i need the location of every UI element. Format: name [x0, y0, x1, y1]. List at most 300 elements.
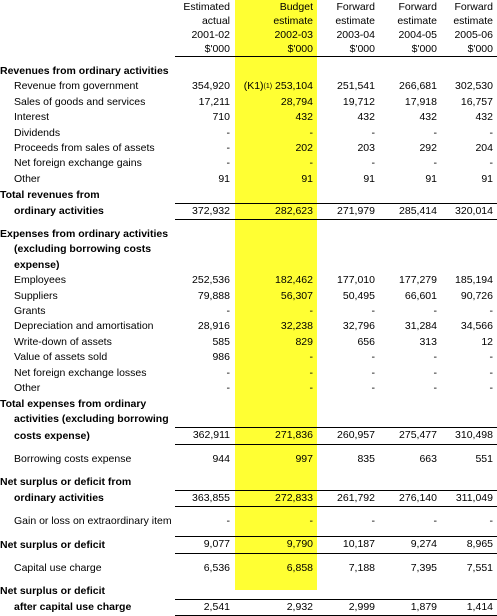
cell-c4: 31,284: [404, 320, 437, 333]
cell-c3: -: [371, 351, 375, 364]
cell-c4: 66,601: [404, 289, 437, 302]
cell-c1: 252,536: [192, 274, 230, 287]
cell-c1: [175, 220, 233, 228]
cell-c4: [379, 187, 441, 203]
revenue-row: [0, 126, 497, 141]
cell-c5: [441, 64, 497, 79]
cell-c3: [317, 529, 379, 537]
borrowing-row: [0, 452, 497, 467]
cell-c4: -: [433, 366, 437, 379]
cell-c5: [441, 474, 497, 490]
cell-c4: -: [433, 126, 437, 139]
cell-c4: [379, 57, 441, 65]
cell-c2: [233, 529, 317, 537]
cell-c3: [317, 227, 379, 242]
total-expenses-row: [0, 428, 497, 444]
net-after-row: [0, 599, 497, 615]
cell-c1: 986: [212, 351, 230, 364]
header-c2: 2002-03: [274, 29, 313, 41]
cell-c3: 656: [357, 335, 375, 348]
cell-c5: 551: [475, 452, 493, 465]
cell-c3: -: [371, 305, 375, 318]
cell-c4: 275,477: [379, 428, 441, 444]
cell-c3: [317, 467, 379, 474]
cell-c5: [441, 397, 497, 412]
cell-c2: [233, 467, 317, 474]
expense-row: [0, 304, 497, 319]
cell-c4: [379, 553, 441, 561]
cell-c1: [175, 412, 233, 428]
cell-c4: [379, 397, 441, 412]
cell-c3: 261,792: [317, 490, 379, 506]
cell-c3: 177,010: [337, 274, 375, 287]
cell-c2: 202: [295, 142, 313, 155]
cell-c4: 313: [419, 335, 437, 348]
row-label: ordinary activities: [14, 205, 104, 218]
cell-c2: 2,932: [233, 599, 317, 615]
cell-c5: 320,014: [441, 203, 497, 219]
cell-c2: 91: [301, 172, 313, 185]
cell-c4: 7,395: [410, 561, 437, 574]
row-label: Capital use charge: [14, 561, 102, 574]
revenue-note-sup: (1): [263, 83, 273, 91]
cell-c1: 91: [218, 172, 230, 185]
section-title: [0, 227, 497, 242]
cell-c4: 432: [419, 111, 437, 124]
row-label: Write-down of assets: [14, 335, 112, 348]
header-c1: 2001-02: [191, 29, 230, 41]
row-label: [0, 529, 175, 537]
row-label: Other: [14, 382, 41, 395]
cell-c4: 9,274: [379, 537, 441, 553]
cell-c1: [175, 242, 233, 257]
cell-c5: 432: [475, 111, 493, 124]
cell-c4: -: [433, 157, 437, 170]
cell-c2: [233, 553, 317, 561]
spacer: [0, 57, 497, 65]
cell-c1: [175, 467, 233, 474]
cell-c4: [379, 444, 441, 452]
cell-c2: 182,462: [275, 274, 313, 287]
cell-c5: -: [489, 351, 493, 364]
cell-c3: 251,541: [337, 80, 375, 93]
row-label: Net surplus or deficit from: [0, 475, 132, 488]
cell-c3: [317, 583, 379, 599]
cell-c5: 90,726: [460, 289, 493, 302]
row-label: Total expenses from ordinary: [0, 397, 147, 410]
spacer: [0, 467, 497, 474]
cell-c1: 28,916: [197, 320, 230, 333]
header-row: [0, 42, 497, 57]
cell-c5: [441, 57, 497, 65]
row-label: Net foreign exchange losses: [14, 366, 147, 379]
cell-c2: [233, 227, 317, 242]
cell-c3: [317, 57, 379, 65]
cell-c4: [379, 474, 441, 490]
cell-c5: 204: [475, 142, 493, 155]
row-label: Dividends: [14, 126, 61, 139]
cell-c1: -: [226, 305, 230, 318]
row-label: [0, 57, 175, 65]
cell-c5: 185,194: [455, 274, 493, 287]
cell-c1: [175, 553, 233, 561]
cell-c2: [233, 583, 317, 599]
cell-c1: -: [226, 382, 230, 395]
cell-c3: -: [371, 514, 375, 527]
expenses-title: (excluding borrowing costs: [14, 243, 152, 256]
header-c1: $'000: [175, 42, 233, 57]
net-surplus-row: [0, 537, 497, 553]
header-c2: $'000: [233, 42, 317, 57]
cell-c3: 432: [357, 111, 375, 124]
cell-c2: -: [309, 514, 313, 527]
cell-c5: 34,566: [460, 320, 493, 333]
cell-c5: [441, 220, 497, 228]
header-c4: 2004-05: [398, 29, 437, 41]
cell-c3: [317, 258, 379, 273]
total-label-row: [0, 187, 497, 203]
cell-c3: [317, 242, 379, 257]
header-c5: 2005-06: [454, 29, 493, 41]
cell-c1: -: [226, 366, 230, 379]
row-label: [0, 444, 175, 452]
cell-c1: 79,888: [197, 289, 230, 302]
row-label: [0, 220, 175, 228]
cell-c4: [379, 529, 441, 537]
cell-c5: -: [489, 305, 493, 318]
header-c4: Forward: [398, 1, 437, 13]
cell-c1: 944: [212, 452, 230, 465]
cell-c5: [441, 506, 497, 514]
cell-c5: -: [489, 382, 493, 395]
cell-c5: [441, 242, 497, 257]
cell-c4: 177,279: [399, 274, 437, 287]
expense-row: [0, 289, 497, 304]
row-label: Interest: [14, 111, 50, 124]
row-label: Value of assets sold: [14, 351, 108, 364]
revenue-row: [0, 172, 497, 187]
revenue-row: [0, 110, 497, 125]
cell-c4: 266,681: [399, 80, 437, 93]
cell-c4: 1,879: [379, 599, 441, 615]
cell-c3: 10,187: [317, 537, 379, 553]
cell-c2: 9,790: [233, 537, 317, 553]
cell-c5: [441, 412, 497, 428]
cell-c2: -: [309, 351, 313, 364]
expense-row: [0, 273, 497, 288]
cell-c4: [379, 220, 441, 228]
row-label: costs expense): [14, 429, 90, 442]
cell-c2: 432: [295, 111, 313, 124]
cell-c4: 292: [419, 142, 437, 155]
row-label: Other: [14, 172, 41, 185]
cell-c2: -: [309, 157, 313, 170]
cell-c4: 17,918: [404, 95, 437, 108]
cell-c4: [379, 576, 441, 583]
row-label: Net surplus or deficit: [0, 538, 106, 551]
cell-c5: [441, 444, 497, 452]
cell-c2: 56,307: [280, 289, 313, 302]
cell-c1: [175, 64, 233, 79]
cell-c1: -: [226, 514, 230, 527]
header-blank: [0, 42, 175, 57]
cell-c3: 19,712: [342, 95, 375, 108]
cell-c2: -: [309, 305, 313, 318]
cell-c1: [175, 506, 233, 514]
cell-c4: [379, 467, 441, 474]
header-row: [0, 28, 497, 42]
header-row: [0, 0, 497, 14]
cell-c5: [441, 467, 497, 474]
cell-c2: 28,794: [280, 95, 313, 108]
cell-c2: [233, 576, 317, 583]
row-label: [0, 467, 175, 474]
cell-c5: [441, 576, 497, 583]
cell-c2: [233, 64, 317, 79]
cell-c1: [175, 583, 233, 599]
cell-c3: 260,957: [317, 428, 379, 444]
row-label: Net surplus or deficit: [0, 584, 106, 597]
row-label: Borrowing costs expense: [14, 452, 132, 465]
cell-c1: -: [226, 157, 230, 170]
row-label: Proceeds from sales of assets: [14, 142, 155, 155]
cell-c1: 362,911: [175, 428, 233, 444]
cell-c3: 271,979: [317, 203, 379, 219]
header-c3: Forward: [336, 1, 375, 13]
header-c3: estimate: [335, 15, 375, 27]
cell-c1: [175, 187, 233, 203]
cell-c3: [317, 397, 379, 412]
cell-c1: [175, 57, 233, 65]
cell-c3: 32,796: [342, 320, 375, 333]
row-label: Grants: [14, 305, 46, 318]
cell-c4: [379, 583, 441, 599]
cell-c5: [441, 258, 497, 273]
row-label: [0, 506, 175, 514]
cell-c3: 50,495: [342, 289, 375, 302]
header-c3: $'000: [317, 42, 379, 57]
cell-c5: [441, 227, 497, 242]
extraordinary-row: [0, 514, 497, 529]
cell-c1: -: [226, 126, 230, 139]
cell-c3: [317, 576, 379, 583]
cell-c3: -: [371, 157, 375, 170]
header-blank: [0, 28, 175, 42]
cell-c4: [379, 242, 441, 257]
capital-charge-row: [0, 561, 497, 576]
header-row: [0, 14, 497, 28]
spacer: [0, 444, 497, 452]
cell-c5: 310,498: [441, 428, 497, 444]
cell-c3: [317, 64, 379, 79]
cell-c5: 302,530: [455, 80, 493, 93]
expense-row: [0, 319, 497, 334]
cell-c1: 363,855: [175, 490, 233, 506]
cell-c2: [233, 474, 317, 490]
cell-c3: 203: [357, 142, 375, 155]
total-label-row: [0, 412, 497, 428]
header-c5: estimate: [453, 15, 493, 27]
revenue-note: (K1): [243, 80, 264, 93]
cell-c2: 829: [295, 335, 313, 348]
spacer: [0, 553, 497, 561]
cell-c4: [379, 258, 441, 273]
cell-c3: 7,188: [348, 561, 375, 574]
expenses-title: Expenses from ordinary activities: [0, 228, 169, 241]
cell-c2: 32,238: [280, 320, 313, 333]
cell-c1: [175, 258, 233, 273]
cell-c1: [175, 474, 233, 490]
expense-row: [0, 335, 497, 350]
cell-c5: 7,551: [466, 561, 493, 574]
cell-c2: 272,833: [233, 490, 317, 506]
row-label: ordinary activities: [14, 492, 104, 505]
cell-c5: 311,049: [441, 490, 497, 506]
spacer: [0, 220, 497, 228]
cell-c5: 1,414: [441, 599, 497, 615]
revenue-row: [0, 79, 497, 94]
cell-c2: 271,836: [233, 428, 317, 444]
header-blank: [0, 14, 175, 28]
cell-c5: [441, 187, 497, 203]
cell-c1: 6,536: [203, 561, 230, 574]
section-title: [0, 258, 497, 273]
cell-c1: 372,932: [175, 203, 233, 219]
revenues-title: Revenues from ordinary activities: [0, 65, 169, 77]
cell-c5: 8,965: [441, 537, 497, 553]
revenue-value: 253,104: [275, 80, 313, 93]
header-c1: actual: [201, 15, 230, 27]
cell-c1: [175, 227, 233, 242]
cell-c2: [233, 444, 317, 452]
cell-c5: 12: [481, 335, 493, 348]
cell-c3: [317, 506, 379, 514]
cell-c5: [441, 583, 497, 599]
cell-c2: 997: [295, 452, 313, 465]
cell-c1: [175, 444, 233, 452]
row-label: activities (excluding borrowing: [14, 413, 169, 426]
header-c5: $'000: [441, 42, 497, 57]
cell-c2: -: [309, 382, 313, 395]
total-label-row: [0, 397, 497, 412]
section-title: [0, 64, 497, 79]
row-label: Total revenues from: [0, 188, 100, 201]
revenue-row: [0, 95, 497, 110]
cell-c4: 276,140: [379, 490, 441, 506]
cell-c1: [175, 397, 233, 412]
row-label: [0, 553, 175, 561]
row-label: Gain or loss on extraordinary item: [14, 514, 172, 527]
cell-c4: 663: [419, 452, 437, 465]
cell-c4: 285,414: [379, 203, 441, 219]
cell-c3: 91: [363, 172, 375, 185]
cell-c5: -: [489, 126, 493, 139]
cell-c2: [233, 57, 317, 65]
header-c3: 2003-04: [336, 29, 375, 41]
row-label: Revenue from government: [14, 80, 139, 93]
cell-c4: [379, 412, 441, 428]
expense-row: [0, 350, 497, 365]
cell-c4: -: [433, 382, 437, 395]
cell-c1: -: [226, 142, 230, 155]
row-label: Sales of goods and services: [14, 95, 146, 108]
cell-c4: [379, 64, 441, 79]
cell-c3: [317, 220, 379, 228]
cell-c2: [233, 397, 317, 412]
cell-c5: [441, 553, 497, 561]
header-c5: Forward: [454, 1, 493, 13]
expense-row: [0, 381, 497, 396]
header-c4: $'000: [379, 42, 441, 57]
cell-c3: [317, 474, 379, 490]
header-blank: [0, 0, 175, 14]
cell-c5: -: [489, 157, 493, 170]
cell-c1: 17,211: [198, 95, 230, 108]
row-label: Suppliers: [14, 289, 58, 302]
revenue-row: [0, 156, 497, 171]
cell-c2: [233, 242, 317, 257]
cell-c5: [441, 529, 497, 537]
cell-c4: 91: [425, 172, 437, 185]
cell-c2: [233, 187, 317, 203]
cell-c4: -: [433, 351, 437, 364]
spacer: [0, 529, 497, 537]
cell-c4: [379, 227, 441, 242]
header-c2: Budget: [279, 1, 313, 13]
cell-c2: 282,623: [233, 203, 317, 219]
header-c4: estimate: [397, 15, 437, 27]
cell-c1: 9,077: [175, 537, 233, 553]
cell-c2: [233, 258, 317, 273]
total-label-row: [0, 474, 497, 490]
row-label: Depreciation and amortisation: [14, 320, 154, 333]
cell-c2: [233, 220, 317, 228]
cell-c4: -: [433, 305, 437, 318]
cell-c5: -: [489, 366, 493, 379]
total-label-row: [0, 583, 497, 599]
cell-c5: -: [489, 514, 493, 527]
spacer: [0, 576, 497, 583]
cell-c2: [233, 506, 317, 514]
cell-c1: 585: [212, 335, 230, 348]
cell-c3: -: [371, 366, 375, 379]
cell-c1: 354,920: [192, 80, 230, 93]
cell-c2: [233, 79, 317, 94]
cell-c3: [317, 553, 379, 561]
net-ordinary-row: [0, 490, 497, 506]
cell-c3: 835: [357, 452, 375, 465]
cell-c2: 6,858: [286, 561, 313, 574]
row-label: Net foreign exchange gains: [14, 157, 142, 170]
cell-c3: [317, 412, 379, 428]
total-revenues-row: [0, 203, 497, 219]
section-title: [0, 242, 497, 257]
expenses-title: expense): [14, 258, 60, 271]
cell-c3: 2,999: [317, 599, 379, 615]
cell-c2: [233, 412, 317, 428]
cell-c3: [317, 187, 379, 203]
cell-c3: -: [371, 382, 375, 395]
cell-c1: 710: [212, 111, 230, 124]
revenue-row: [0, 141, 497, 156]
cell-c4: -: [433, 514, 437, 527]
row-label: Employees: [14, 274, 66, 287]
cell-c2: -: [309, 366, 313, 379]
cell-c3: [317, 444, 379, 452]
spacer: [0, 506, 497, 514]
cell-c1: [175, 576, 233, 583]
cell-c1: [175, 529, 233, 537]
